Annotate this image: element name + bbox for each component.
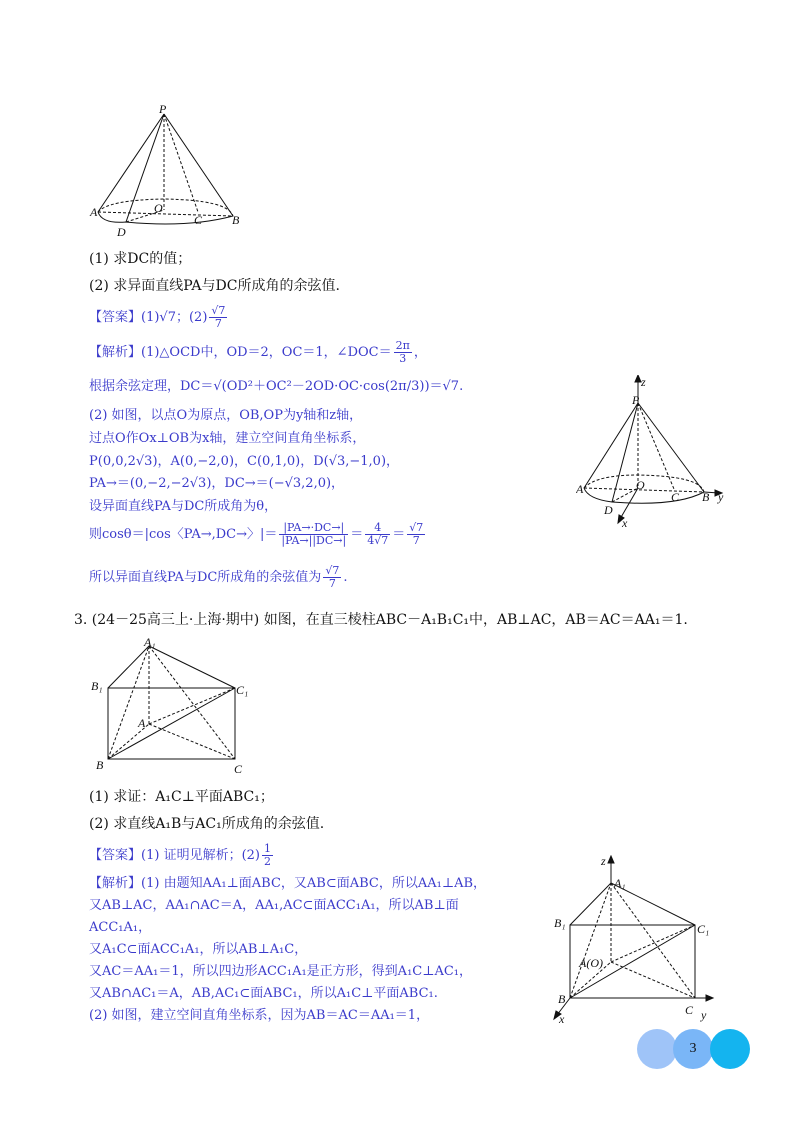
cone2-label-z: z — [641, 375, 646, 389]
prism2-label-AO: A(O) — [579, 956, 603, 970]
q2-a8-fraction-1 — [279, 522, 348, 547]
q2-analysis-line3: (2) 如图，以点O为原点，OB,OP为y轴和z轴， — [89, 408, 363, 423]
q2-a1-fraction — [394, 340, 412, 365]
analysis-label: 【解析】 — [89, 345, 142, 360]
q3-analysis-line2: 又AB⊥AC，AA₁∩AC＝A，AA₁,AC⊂面ACC₁A₁，所以AB⊥面 — [89, 898, 459, 913]
q2-a8-frac2-den: 4√7 — [367, 534, 389, 547]
q3-answer-fraction — [262, 843, 273, 868]
q2-a9-frac-num: √7 — [325, 564, 340, 577]
q2-answer — [89, 305, 229, 330]
cone2-label-A: A — [576, 482, 584, 496]
prism1-label-A1: A₁ — [144, 635, 156, 649]
q2-a8-eq-2: ＝ — [392, 527, 406, 542]
prism2-label-C1: C₁ — [697, 922, 710, 936]
q2-analysis-line6: PA→＝(0,−2,−2√3)，DC→＝(−√3,2,0)， — [89, 476, 345, 491]
q2-answer-frac-num: √7 — [211, 304, 226, 317]
cone1-label-P: P — [159, 102, 167, 116]
cone2-label-x: x — [622, 516, 628, 530]
prism1-label-C1: C₁ — [236, 683, 249, 697]
q3-answer — [89, 843, 275, 868]
q3-analysis-line5: 又AC＝AA₁＝1，所以四边形ACC₁A₁是正方形，得到A₁C⊥AC₁， — [89, 964, 473, 979]
q2-a1-text: (1)△OCD中，OD＝2，OC＝1，∠DOC＝ — [141, 345, 392, 360]
q2-analysis-line1 — [89, 340, 427, 365]
q2-a8-frac2-num: 4 — [365, 522, 390, 535]
answer-label: 【答案】 — [89, 310, 142, 325]
q3-analysis-line1 — [89, 872, 486, 891]
q2-analysis-line2: 根据余弦定理，DC＝√(OD²＋OC²－2OD·OC·cos(2π/3))＝√7. — [89, 379, 464, 394]
page-number: 3 — [673, 1029, 713, 1069]
cone-figure-1 — [88, 100, 248, 240]
cone1-label-A: A — [90, 205, 98, 219]
prism1-label-B: B — [96, 758, 104, 772]
prism2-label-A1: A₁ — [614, 876, 626, 890]
prism1-label-B1: B₁ — [91, 679, 103, 693]
q2-sub1: (1) 求DC的值； — [89, 251, 192, 267]
q2-a9-frac-den: 7 — [328, 577, 336, 590]
q3-answer-frac-num: 1 — [263, 842, 271, 855]
cone1-label-D: D — [117, 225, 126, 239]
q2-a9-text: 所以异面直线PA与DC所成角的余弦值为 — [89, 570, 322, 585]
q3-stem: 3. (24－25高三上·上海·期中) 如图，在直三棱柱ABC－A₁B₁C₁中，AB⊥AC，AB＝AC＝AA₁＝1. — [74, 612, 688, 628]
q3-sub1: (1) 求证：A₁C⊥平面ABC₁； — [89, 789, 274, 805]
q2-a8-eq: ＝ — [350, 527, 364, 542]
q2-a8-frac3-num: √7 — [409, 521, 424, 534]
q2-analysis-line7: 设异面直线PA与DC所成角为θ， — [89, 499, 278, 514]
q2-answer-frac-den: 7 — [214, 317, 222, 330]
cone-figure-2 — [576, 375, 736, 535]
q2-analysis-line8 — [89, 522, 427, 547]
cone2-label-C: C — [671, 490, 680, 504]
cone2-label-D: D — [604, 503, 613, 517]
q2-a8-fraction-2 — [365, 522, 390, 547]
cone1-label-O: O — [154, 201, 163, 215]
prism2-label-B: B — [558, 992, 566, 1006]
q3-analysis-line6: 又AB∩AC₁＝A，AB,AC₁⊂面ABC₁，所以A₁C⊥平面ABC₁. — [89, 986, 438, 1001]
q2-a9-fraction — [323, 565, 341, 590]
q2-a1-frac-num: 2π — [395, 339, 410, 352]
q2-a8-frac3-den: 7 — [412, 534, 420, 547]
q2-answer-text: (1)√7；(2) — [141, 310, 208, 325]
q3-b1-text: (1) 由题知AA₁⊥面ABC，又AB⊂面ABC，所以AA₁⊥AB， — [141, 876, 487, 891]
answer-label: 【答案】 — [89, 848, 142, 863]
q2-a1-frac-den: 3 — [399, 352, 407, 365]
cone2-label-P: P — [632, 393, 640, 407]
q2-a1-tail: ， — [413, 345, 427, 360]
prism2-label-C: C — [685, 1003, 694, 1017]
prism2-label-z: z — [601, 855, 606, 868]
page-deco-circle-left — [637, 1029, 677, 1069]
cone2-label-y: y — [718, 490, 724, 504]
prism-figure-2 — [545, 855, 725, 1027]
prism2-label-y: y — [701, 1008, 707, 1022]
prism1-label-A: A — [138, 716, 146, 730]
q2-a8-fraction-3 — [407, 522, 425, 547]
q2-analysis-line9 — [89, 565, 347, 590]
q3-sub2: (2) 求直线A₁B与AC₁所成角的余弦值. — [89, 816, 325, 832]
cone2-label-O: O — [636, 478, 645, 492]
q2-answer-fraction — [209, 305, 227, 330]
cone2-label-B: B — [702, 490, 710, 504]
q3-answer-text: (1) 证明见解析；(2) — [141, 848, 260, 863]
q2-analysis-line4: 过点O作Ox⊥OB为x轴，建立空间直角坐标系， — [89, 431, 366, 446]
prism1-label-C: C — [234, 762, 243, 776]
analysis-label: 【解析】 — [89, 876, 142, 891]
q3-analysis-line4: 又A₁C⊂面ACC₁A₁，所以AB⊥A₁C， — [89, 942, 308, 957]
prism2-label-x: x — [559, 1012, 565, 1026]
page-deco-circle-right — [710, 1029, 750, 1069]
prism2-label-B1: B₁ — [554, 916, 566, 930]
q2-sub2: (2) 求异面直线PA与DC所成角的余弦值. — [89, 278, 340, 294]
q3-analysis-line3: ACC₁A₁， — [89, 920, 152, 935]
q2-a9-tail: . — [343, 570, 348, 585]
q3-analysis-line7: (2) 如图，建立空间直角坐标系，因为AB＝AC＝AA₁＝1， — [89, 1008, 430, 1023]
q2-a8-frac1-den: |PA→||DC→| — [281, 534, 347, 547]
prism-figure-1 — [90, 632, 260, 777]
cone1-label-C: C — [194, 213, 203, 227]
q2-a8-text: 则cosθ＝|cos〈PA→,DC→〉|＝ — [89, 527, 278, 542]
q2-analysis-line5: P(0,0,2√3)，A(0,−2,0)，C(0,1,0)，D(√3,−1,0)， — [89, 454, 400, 469]
q2-a8-frac1-num: |PA→·DC→| — [279, 522, 348, 535]
cone1-label-B: B — [232, 213, 240, 227]
q3-answer-frac-den: 2 — [263, 855, 271, 868]
